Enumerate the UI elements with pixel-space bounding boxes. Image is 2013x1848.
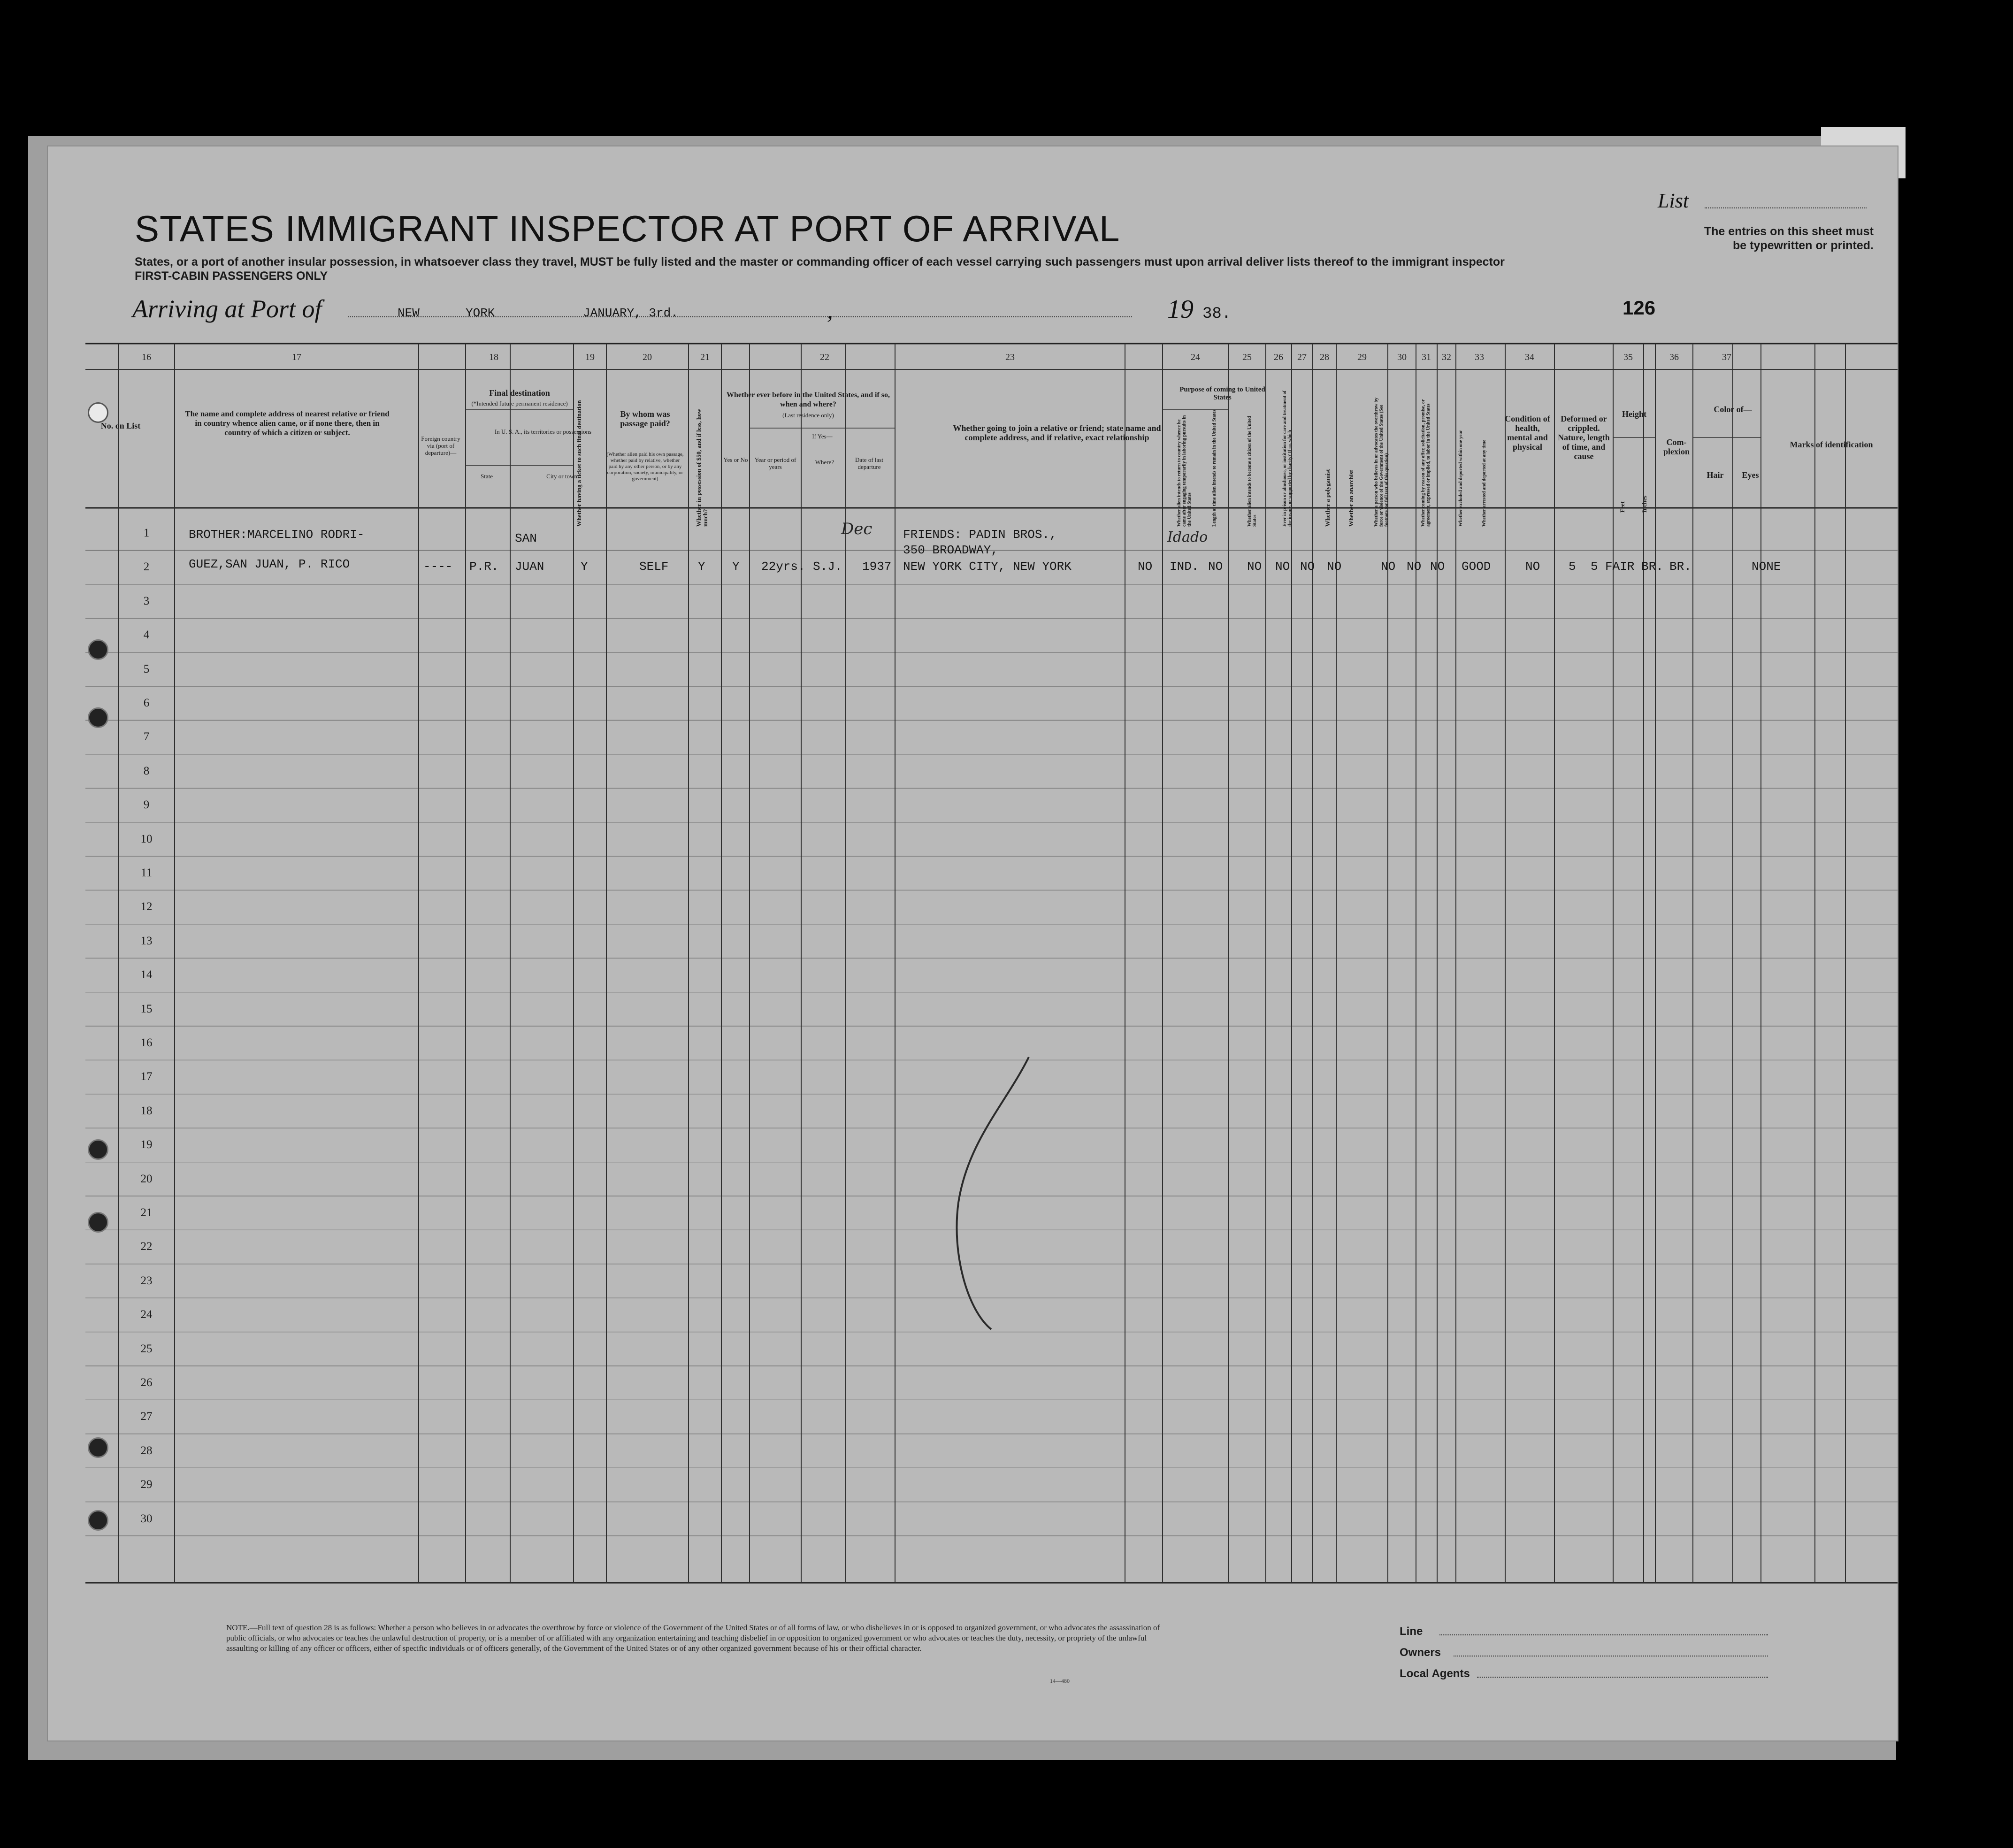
- header-height: Height: [1622, 409, 1646, 419]
- entry-complexion: FAIR: [1605, 560, 1635, 574]
- row-number: 14: [140, 968, 153, 982]
- row-number: 23: [140, 1274, 153, 1287]
- header-final-destination-note: (*Intended future permanent residence): [471, 400, 568, 407]
- header-color-of: Color of—: [1714, 405, 1752, 414]
- entries-note: [1620, 224, 1874, 253]
- row-number: 6: [143, 697, 150, 709]
- binder-hole: [88, 1139, 108, 1160]
- column-number: 21: [700, 352, 710, 362]
- header-state: State: [481, 473, 493, 480]
- row-number: 8: [143, 764, 150, 777]
- handwritten-check-mark: [949, 1048, 1043, 1339]
- row-number: 16: [140, 1036, 153, 1049]
- column-number: 28: [1320, 352, 1329, 362]
- entry-purpose-citizen: NO: [1208, 560, 1223, 574]
- header-passage-paid: By whom was passage paid?: [620, 409, 670, 428]
- binder-hole: [88, 1437, 108, 1458]
- date-comma: ,: [827, 297, 833, 323]
- header-purpose-citizen: Whether alien intends to become a citizen of the United States: [1247, 416, 1257, 527]
- header-deported: Whether arrested and deported at any time: [1482, 439, 1487, 527]
- entry-anarchist: NO: [1300, 560, 1315, 574]
- entry-prison: NO: [1247, 560, 1262, 574]
- entry-city-line-2: JUAN: [515, 560, 544, 574]
- header-inches: Inches: [1641, 495, 1648, 513]
- row-number: 2: [143, 560, 150, 574]
- entries-note-line-1: The entries on this sheet must: [1704, 225, 1874, 238]
- row-number: 13: [140, 934, 153, 947]
- row-number: 5: [143, 662, 150, 675]
- column-number: 31: [1422, 352, 1431, 362]
- column-number: 27: [1297, 352, 1307, 362]
- entry-health: GOOD: [1462, 560, 1491, 574]
- header-if-yes: If Yes—: [812, 433, 833, 440]
- header-yes-no: Yes or No: [723, 456, 748, 463]
- header-year-period: Year or period of years: [754, 456, 796, 470]
- row-number: 20: [140, 1172, 153, 1185]
- entry-join-line-1: FRIENDS: PADIN BROS.,: [903, 528, 1057, 542]
- arrival-date: JANUARY, 3rd.: [583, 306, 678, 320]
- header-eyes: Eyes: [1742, 470, 1759, 480]
- entry-city-line-1: SAN: [515, 531, 537, 545]
- entry-paid-by: SELF: [639, 560, 669, 574]
- row-number: 4: [143, 629, 150, 642]
- page-number: 126: [1623, 297, 1656, 319]
- entry-hair: BR.: [1641, 560, 1663, 574]
- column-number: 17: [292, 352, 301, 362]
- entry-polygamist: NO: [1275, 560, 1290, 574]
- entry-state: P.R.: [469, 560, 499, 574]
- list-label: List: [1658, 189, 1689, 212]
- manifest-sheet: [47, 146, 1898, 1741]
- column-number: 23: [1005, 352, 1015, 362]
- binder-hole: [88, 1510, 108, 1531]
- row-number: 1: [143, 527, 150, 539]
- header-money: Whether in possession of $50, and if less, how much?: [695, 408, 709, 527]
- port-name-2: YORK: [466, 306, 495, 320]
- row-number: 24: [140, 1308, 153, 1321]
- row-number: 10: [140, 832, 153, 845]
- column-number: 36: [1669, 352, 1679, 362]
- entry-deformed: NO: [1525, 560, 1540, 574]
- row-number: 3: [143, 594, 150, 607]
- binder-hole: [88, 1212, 108, 1233]
- arriving-label: Arriving at Port of: [132, 295, 322, 323]
- header-no-on-list: No. on List: [100, 421, 141, 430]
- row-number: 15: [140, 1002, 153, 1015]
- entry-where: S.J.: [813, 560, 842, 574]
- entry-deported: NO: [1430, 560, 1445, 574]
- header-polygamist: Whether a polygamist: [1324, 469, 1331, 527]
- footnote-question-28: NOTE.—Full text of question 28 is as follows: Whether a person who believes in or advocates the overthrow by force or violence of the Government of the United States or of all forms of law, or who disbelieves in or is opposed to organized government, or who advocates the assassination of public officials, or who advocates or teaches the unlawful destruction of property, or is a member of or affiliated with any organization entertaining and teaching disbelief in or opposition to organized government or who advocates or teaches the duty, necessity, or propriety of the unlawful assaulting or killing of any officer or officers, either of specific individuals or of officers generally, of the Government of the United States or of any other organized government because of his or their official character.: [226, 1623, 1160, 1653]
- column-number: 34: [1525, 352, 1534, 362]
- entry-handwritten-dec: Dec: [841, 520, 873, 538]
- header-foreign-country: Foreign country via (port of departure)—: [421, 435, 460, 456]
- subtitle-line-2: FIRST-CABIN PASSENGERS ONLY: [135, 269, 328, 283]
- entries-note-line-2: be typewritten or printed.: [1732, 239, 1874, 252]
- column-number: 24: [1191, 352, 1200, 362]
- row-number: 19: [140, 1138, 153, 1151]
- column-number: 25: [1242, 352, 1252, 362]
- header-marks: Marks of identification: [1790, 440, 1873, 449]
- column-number: 22: [820, 352, 829, 362]
- entry-relative-line-1: BROTHER:MARCELINO RODRI-: [189, 528, 365, 542]
- table-grid: [48, 146, 1898, 1741]
- header-before-note: (Last residence only): [782, 412, 834, 419]
- header-health: Condition of health, mental and physical: [1505, 414, 1550, 452]
- header-city: City or town: [546, 473, 577, 480]
- row-number: 28: [140, 1444, 153, 1457]
- local-agents-label: Local Agents: [1400, 1667, 1470, 1680]
- port-name-1: NEW: [398, 306, 420, 320]
- header-excluded: Whether excluded and deported within one year: [1458, 430, 1463, 527]
- header-passage-paid-note: (Whether alien paid his own passage, whether paid by relative, whether paid by any other person, or by any corporation, society, municipality, or government): [606, 452, 684, 482]
- header-last-departure: Date of last departure: [855, 456, 883, 470]
- column-number: 33: [1475, 352, 1484, 362]
- entry-foreign-port: ----: [423, 560, 453, 574]
- header-hair: Hair: [1707, 470, 1724, 480]
- entry-ticket: Y: [581, 560, 588, 574]
- entry-join-line-2: 350 BROADWAY,: [903, 543, 998, 557]
- row-number: 27: [140, 1410, 153, 1423]
- column-number: 32: [1442, 352, 1451, 362]
- header-relative: The name and complete address of nearest relative or friend in country whence alien came, or if none there, then in country of which a citizen or subject.: [185, 409, 390, 437]
- entry-last-departure: 1937: [862, 560, 892, 574]
- form-number: 14—480: [1050, 1678, 1070, 1684]
- column-number: 19: [585, 352, 595, 362]
- header-purpose: Purpose of coming to United States: [1179, 386, 1265, 401]
- year-suffix: 38.: [1202, 305, 1232, 323]
- header-where: Where?: [815, 459, 834, 466]
- line-label: Line: [1400, 1625, 1423, 1638]
- page-title: STATES IMMIGRANT INSPECTOR AT PORT OF ARRIVAL: [135, 208, 1120, 249]
- entry-years: 22yrs.: [761, 560, 805, 574]
- entry-handwritten-idado: Idado: [1167, 529, 1208, 545]
- local-agents-field: [1477, 1677, 1768, 1678]
- binder-hole: [88, 639, 108, 660]
- column-number: 20: [643, 352, 652, 362]
- column-number: 18: [489, 352, 498, 362]
- entry-feet: 5: [1569, 560, 1576, 574]
- header-purpose-length: Length of time alien intends to remain in the United States: [1212, 409, 1217, 527]
- year-prefix: 19: [1167, 295, 1194, 324]
- entry-labor-offer: NO: [1381, 560, 1396, 574]
- entry-inches: 5: [1591, 560, 1598, 574]
- row-number: 7: [143, 730, 150, 744]
- column-number: 16: [142, 352, 151, 362]
- row-number: 21: [140, 1206, 153, 1219]
- header-join-relative: Whether going to join a relative or friend; state name and complete address, and if relative, exact relationship: [953, 423, 1161, 442]
- header-overthrow: Whether a person who believes in or advocates the overthrow by force or violence of the Government of the United States (See footnote for full text of this question): [1374, 398, 1389, 527]
- row-number: 18: [140, 1104, 153, 1117]
- binder-hole: [88, 402, 108, 423]
- header-complexion: Com-plexion: [1663, 437, 1690, 456]
- list-line: [1705, 207, 1867, 208]
- header-deformed: Deformed or crippled. Nature, length of time, and cause: [1558, 414, 1610, 461]
- entry-purpose-length: IND.: [1170, 560, 1199, 574]
- column-number: 37: [1722, 352, 1731, 362]
- column-number: 35: [1623, 352, 1633, 362]
- entry-excluded: NO: [1407, 560, 1422, 574]
- column-number: 29: [1357, 352, 1367, 362]
- header-ticket: Whether having a ticket to such final destination: [575, 400, 582, 527]
- entry-purpose-return: NO: [1138, 560, 1153, 574]
- entry-join-line-3: NEW YORK CITY, NEW YORK: [903, 560, 1072, 574]
- row-number: 9: [143, 798, 150, 812]
- row-number: 11: [140, 866, 153, 879]
- column-number: 30: [1397, 352, 1407, 362]
- row-number: 26: [140, 1376, 153, 1389]
- header-before-in-us: Whether ever before in the United States, and if so, when and where?: [727, 391, 890, 408]
- header-in-usa: In U. S. A., its territories or possessions: [494, 428, 592, 435]
- entry-before-in-us: Y: [732, 560, 740, 574]
- header-anarchist: Whether an anarchist: [1347, 470, 1355, 527]
- entry-eyes: BR.: [1669, 560, 1692, 574]
- subtitle-line-1: States, or a port of another insular possession, in whatsoever class they travel, MUST be fully listed and the master or commanding officer of each vessel carrying such passengers must upon arrival deliver lists thereof to the immigrant inspector: [135, 255, 1505, 268]
- row-number: 12: [140, 900, 153, 913]
- row-number: 25: [140, 1342, 153, 1355]
- column-number: 26: [1274, 352, 1283, 362]
- header-purpose-return: Whether alien intends to return to country whence he came after engaging temporarily in laboring pursuits in the United States: [1177, 415, 1192, 527]
- header-labor-offer: Whether coming by reason of any offer, solicitation, promise, or agreement, expressed or implied, to labor in the United States: [1421, 399, 1431, 527]
- binder-hole: [88, 707, 108, 728]
- row-number: 29: [140, 1478, 153, 1491]
- entry-relative-line-2: GUEZ,SAN JUAN, P. RICO: [189, 557, 350, 571]
- row-number: 22: [140, 1240, 153, 1253]
- header-feet: Feet: [1619, 501, 1626, 513]
- line-field: [1439, 1634, 1768, 1635]
- entry-money: Y: [698, 560, 705, 574]
- entry-marks: NONE: [1752, 560, 1781, 574]
- row-number: 30: [140, 1512, 153, 1525]
- entry-overthrow: NO: [1327, 560, 1342, 574]
- header-final-destination: Final destination: [489, 388, 550, 398]
- row-number: 17: [140, 1070, 153, 1083]
- owners-label: Owners: [1400, 1646, 1441, 1659]
- header-prison: Ever in prison or almshouse, or institution for care and treatment of the insane, or supported by charity? If so, which: [1282, 391, 1293, 527]
